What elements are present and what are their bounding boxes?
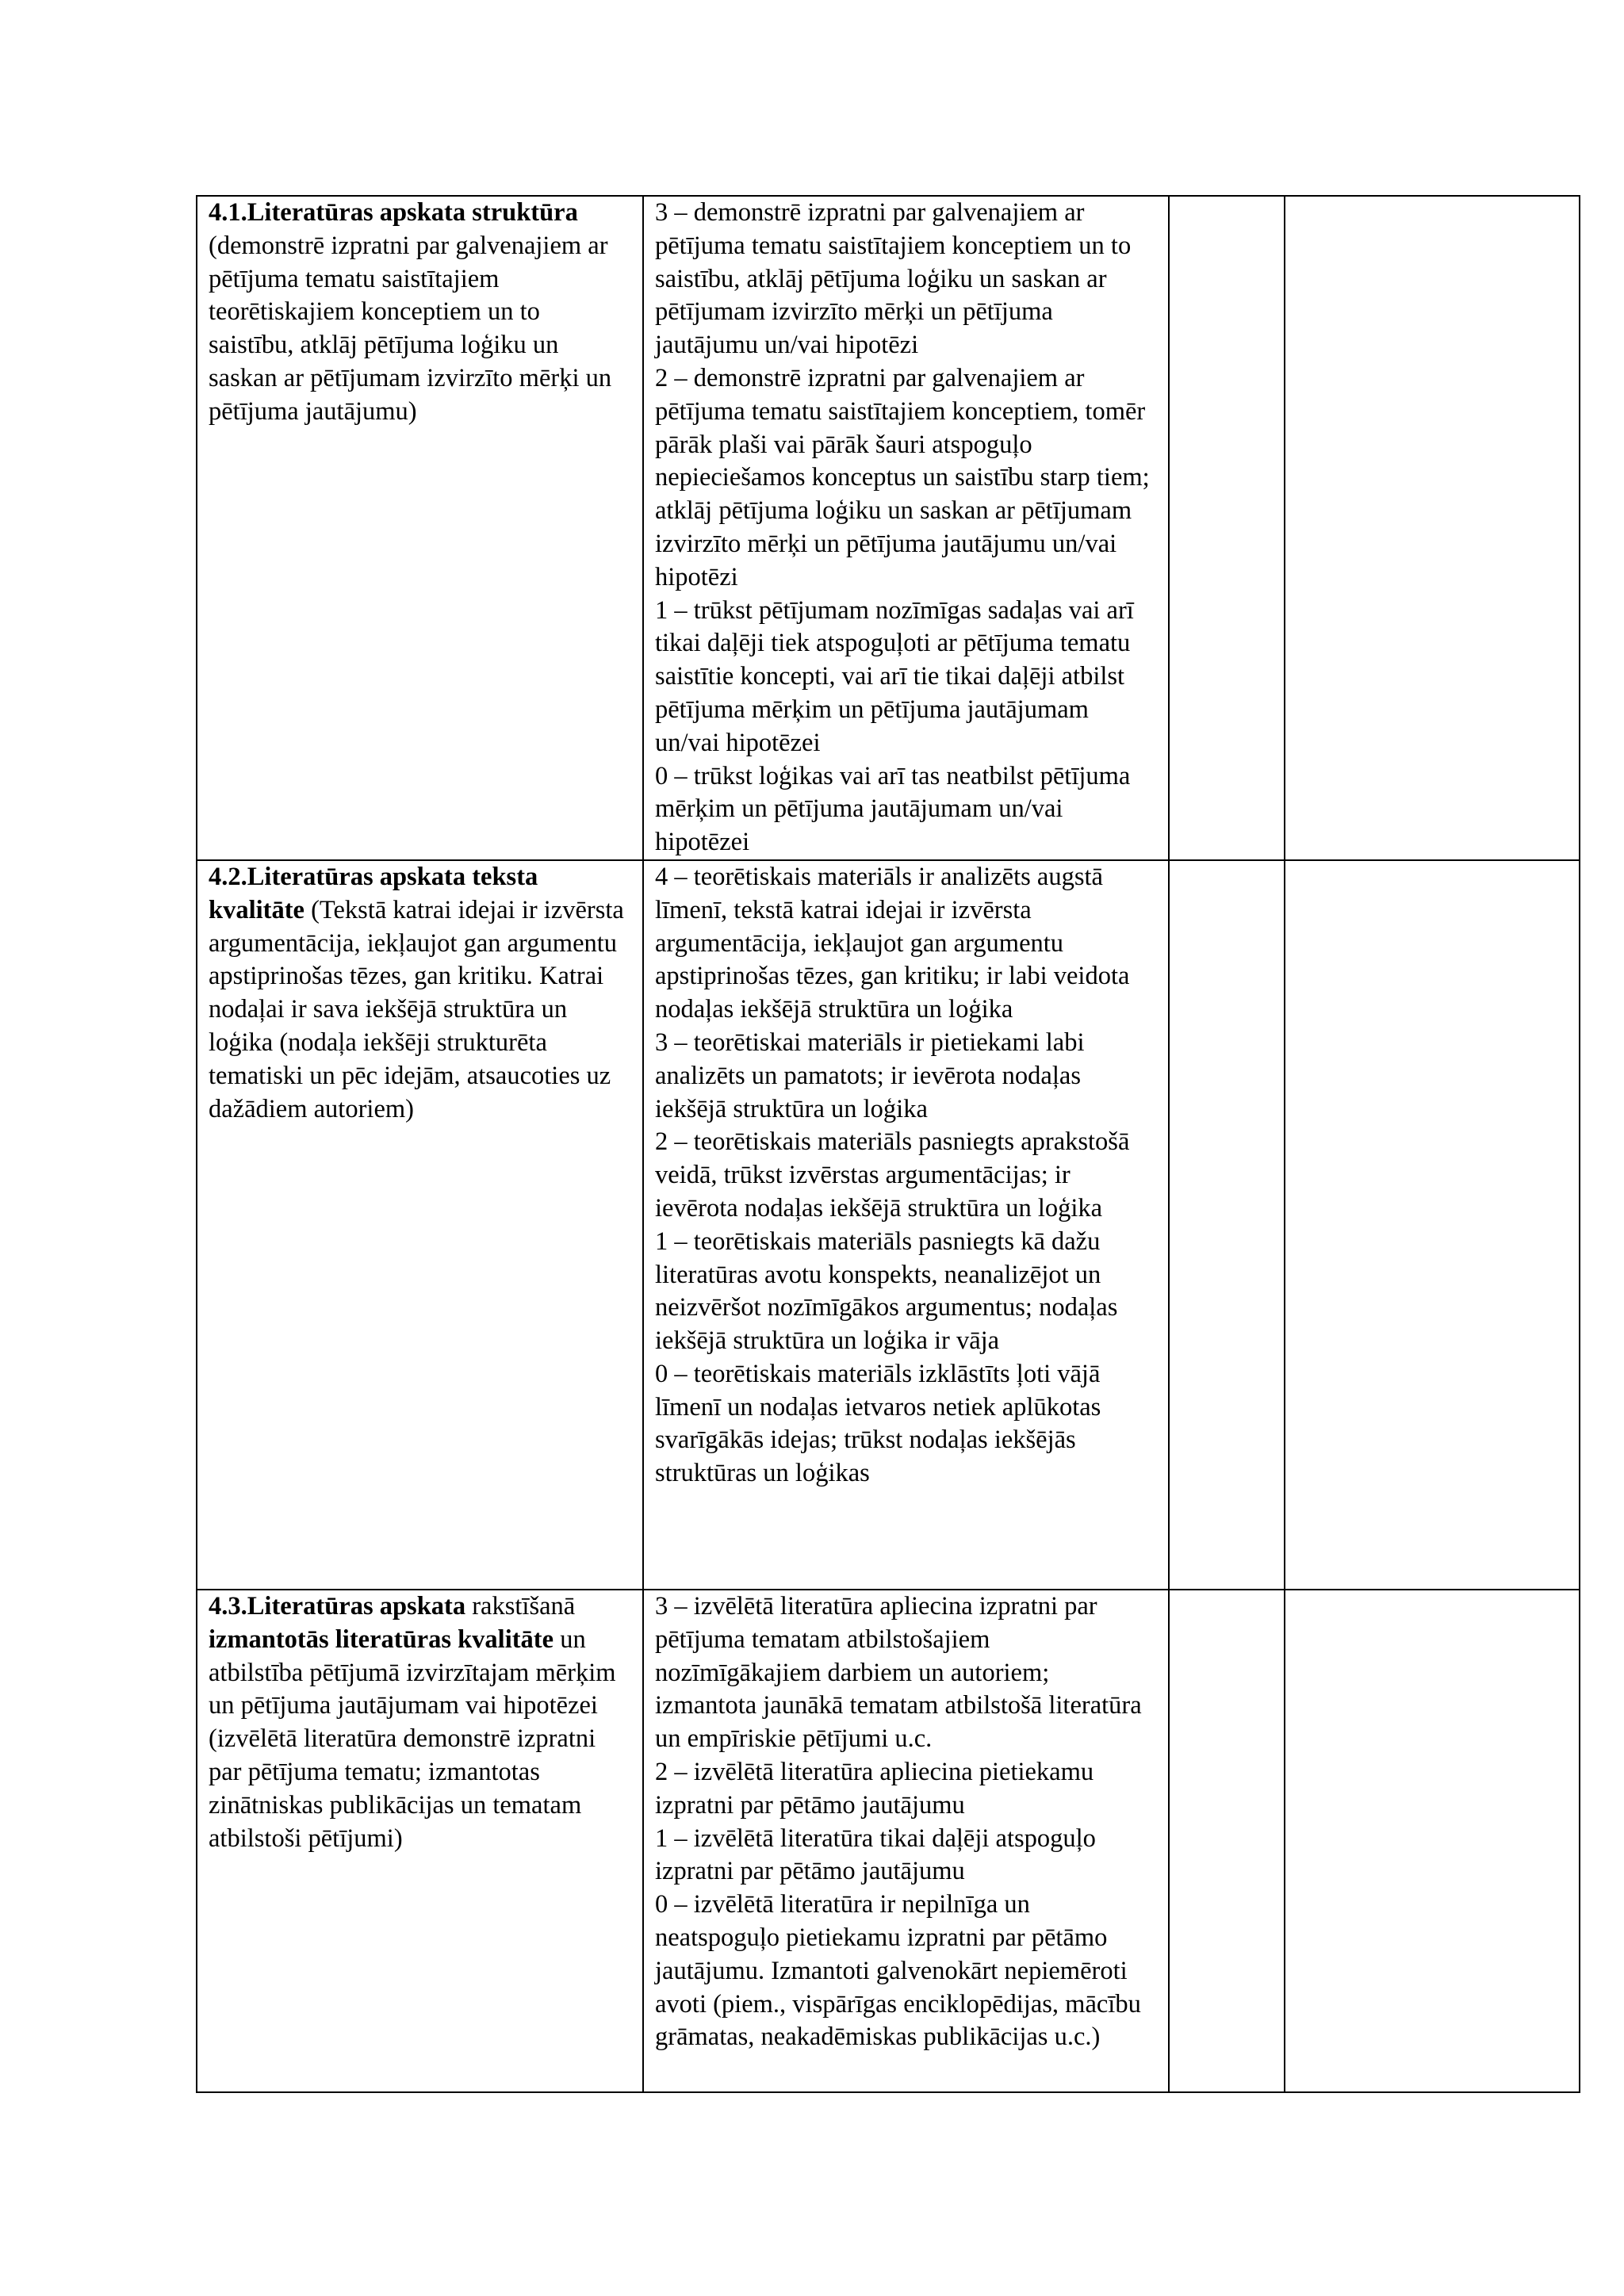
criterion-title-second: izmantotās literatūras kvalitāte (209, 1624, 554, 1654)
criterion-cell (197, 860, 643, 1590)
comment-cell (1285, 1590, 1580, 2092)
levels-cell (643, 1590, 1169, 2092)
table-row (197, 196, 1580, 860)
criterion-title: 4.1.Literatūras apskata struktūra (209, 198, 578, 227)
level-item: 1 – izvēlētā literatūra tikai daļēji atspoguļo izpratni par pētāmo jautājumu (655, 1823, 1096, 1886)
score-cell (1169, 860, 1285, 1590)
table-row (197, 860, 1580, 1590)
level-item: 2 – teorētiskais materiāls pasniegts aprakstošā veidā, trūkst izvērstas argumentācijas; ir ievērota nodaļas iekšējā struktūra un loģika (655, 1127, 1130, 1223)
criterion-cell (197, 1590, 643, 2092)
evaluation-rubric-table (196, 195, 1580, 2093)
levels-cell (643, 860, 1169, 1590)
level-item: 0 – izvēlētā literatūra ir nepilnīga un neatspoguļo pietiekamu izpratni par pētāmo jautājumu. Izmantoti galvenokārt nepiemēroti avoti (piem., vispārīgas enciklopēdijas, mācību grāmatas, neakadēmiskas publikācijas u.c.) (655, 1890, 1141, 2052)
level-item: 3 – demonstrē izpratni par galvenajiem ar pētījuma tematu saistītajiem konceptiem un to saistību, atklāj pētījuma loģiku un saskan ar pētījumam izvirzīto mērķi un pētījuma jautājumu un/vai hipotēzi (655, 198, 1132, 360)
criterion-title: 4.3.Literatūras apskata (209, 1591, 466, 1621)
level-item: 0 – teorētiskais materiāls izklāstīts ļoti vājā līmenī un nodaļas ietvaros netiek aplūkotas svarīgākās idejas; trūkst nodaļas iekšējās struktūras un loģikas (655, 1359, 1101, 1488)
level-item: 4 – teorētiskais materiāls ir analizēts augstā līmenī, tekstā katrai idejai ir izvērsta argumentācija, iekļaujot gan argumentu apstiprinošas tēzes, gan kritiku; ir labi veidota nodaļas iekšējā struktūra un loģika (655, 862, 1130, 1024)
table-row (197, 1590, 1580, 2092)
level-item: 3 – teorētiskai materiāls ir pietiekami labi analizēts un pamatots; ir ievērota nodaļas iekšējā struktūra un loģika (655, 1027, 1085, 1123)
criterion-description-middle: rakstīšanā (465, 1591, 576, 1621)
criterion-description: un atbilstība pētījumā izvirzītajam mērķim un pētījuma jautājumam vai hipotēzei (izvēlētā literatūra demonstrē izpratni par pētījuma tematu; izmantotas zinātniskas publikācijas un tematam atbilstoši pētījumi) (209, 1624, 616, 1853)
score-cell (1169, 196, 1285, 860)
level-item: 2 – izvēlētā literatūra apliecina pietiekamu izpratni par pētāmo jautājumu (655, 1757, 1094, 1820)
criterion-description: (Tekstā katrai idejai ir izvērsta argumentācija, iekļaujot gan argumentu apstiprinošas tēzes, gan kritiku. Katrai nodaļai ir sava iekšējā struktūra un loģika (nodaļa iekšēji strukturēta tematiski un pēc idejām, atsaucoties uz dažādiem autoriem) (209, 895, 624, 1123)
criterion-title: 4.2.Literatūras apskata teksta kvalitāte (209, 862, 538, 924)
comment-cell (1285, 196, 1580, 860)
score-cell (1169, 1590, 1285, 2092)
levels-cell (643, 196, 1169, 860)
level-item: 3 – izvēlētā literatūra apliecina izpratni par pētījuma tematam atbilstošajiem nozīmīgākajiem darbiem un autoriem; izmantota jaunākā tematam atbilstošā literatūra un empīriskie pētījumi u.c. (655, 1591, 1142, 1754)
comment-cell (1285, 860, 1580, 1590)
criterion-description: (demonstrē izpratni par galvenajiem ar pētījuma tematu saistītajiem teorētiskajiem konceptiem un to saistību, atklāj pētījuma loģiku un saskan ar pētījumam izvirzīto mērķi un pētījuma jautājumu) (209, 231, 612, 426)
level-item: 0 – trūkst loģikas vai arī tas neatbilst pētījuma mērķim un pētījuma jautājumam un/vai hipotēzei (655, 761, 1131, 857)
level-item: 1 – trūkst pētījumam nozīmīgas sadaļas vai arī tikai daļēji tiek atspoguļoti ar pētījuma tematu saistītie koncepti, vai arī tie tikai daļēji atbilst pētījuma mērķim un pētījuma jautājumam un/vai hipotēzei (655, 595, 1134, 757)
criterion-cell (197, 196, 643, 860)
level-item: 2 – demonstrē izpratni par galvenajiem ar pētījuma tematu saistītajiem konceptiem, tomēr pārāk plaši vai pārāk šauri atspoguļo nepieciešamos konceptus un saistību starp tiem; atklāj pētījuma loģiku un saskan ar pētījumam izvirzīto mērķi un pētījuma jautājumu un/vai hipotēzi (655, 363, 1150, 591)
level-item: 1 – teorētiskais materiāls pasniegts kā dažu literatūras avotu konspekts, neanalizējot un neizvēršot nozīmīgākos argumentus; nodaļas iekšējā struktūra un loģika ir vāja (655, 1226, 1118, 1356)
